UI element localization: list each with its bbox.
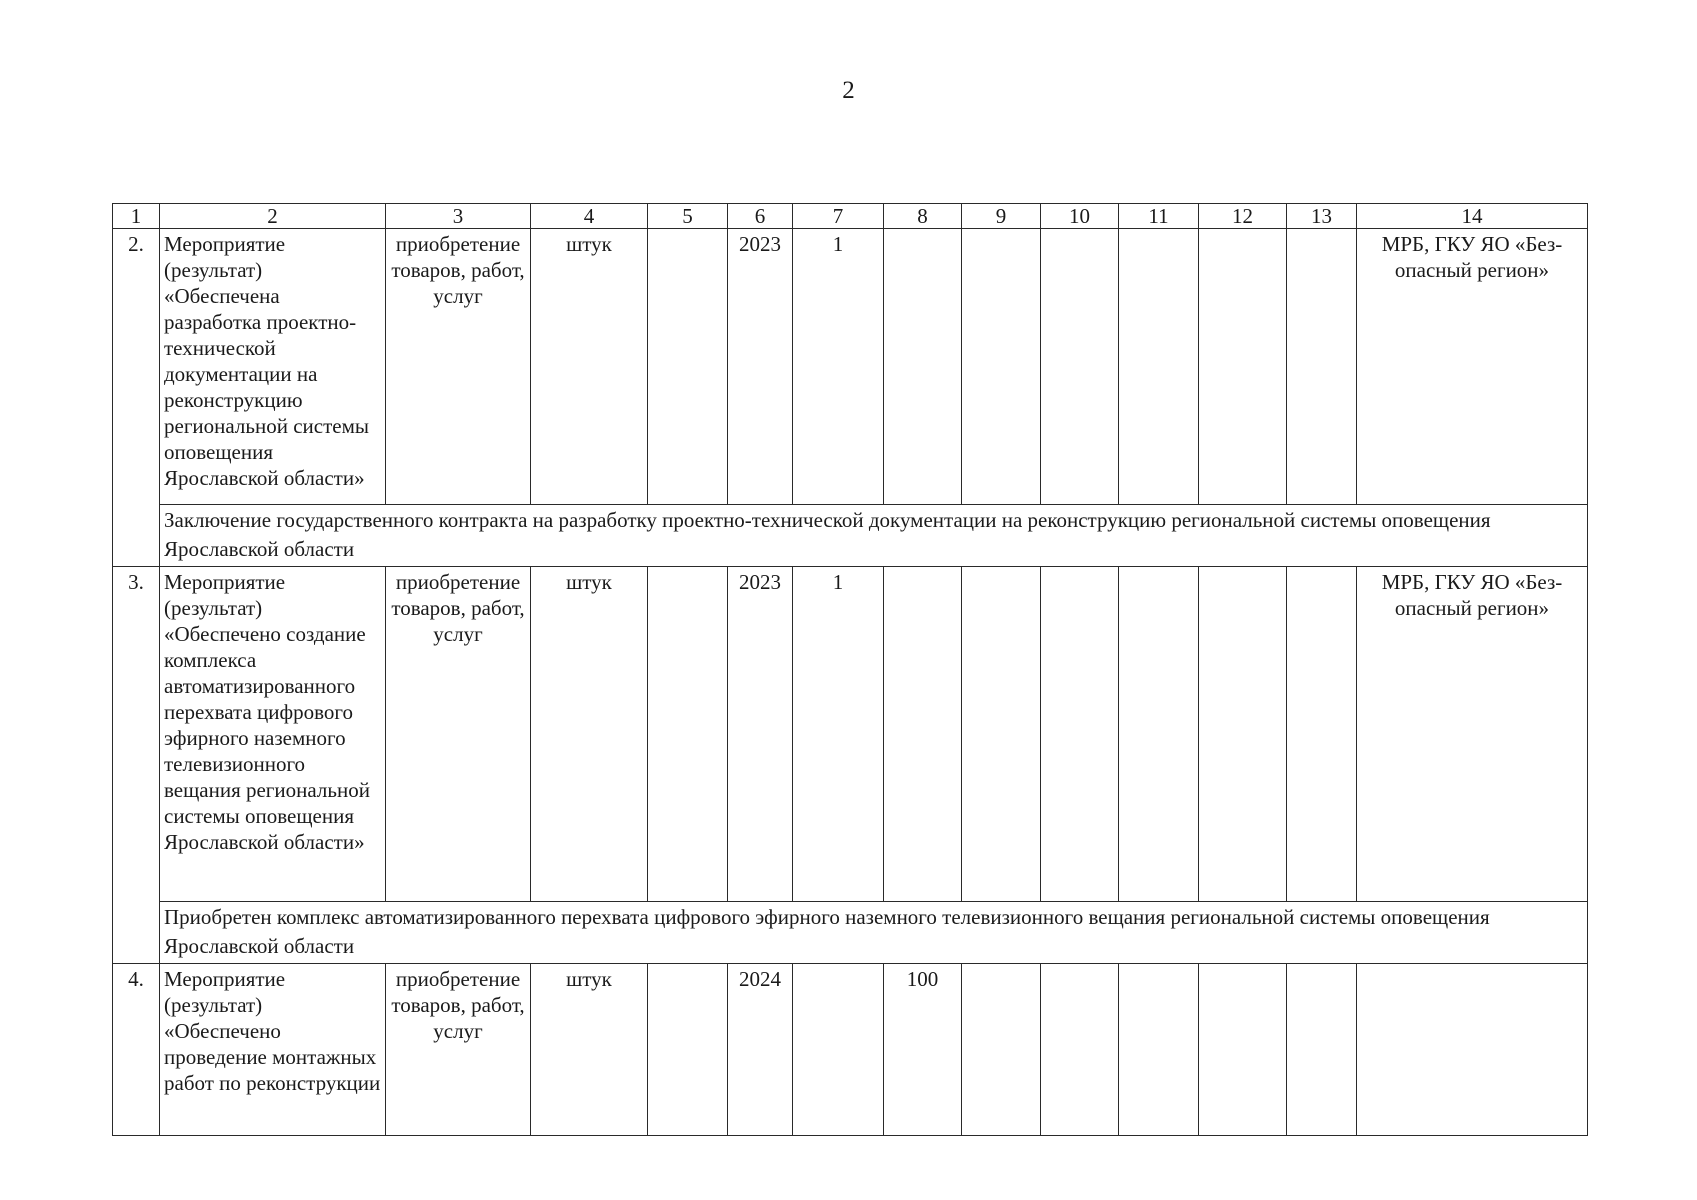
cell-col-5: [648, 963, 728, 1135]
result-note: Приобретен комплекс автоматизированного перехвата цифрового эфирного наземного телевизионного вещания региональной системы оповещения Ярославской области: [160, 901, 1588, 963]
cell-col-12: [1199, 963, 1287, 1135]
table-row-note: [113, 901, 1588, 963]
measure-unit: штук: [531, 566, 648, 901]
cell-col-13: [1287, 566, 1357, 901]
cell-col-8: [884, 566, 962, 901]
measure-name: Мероприятие (результат) «Обеспечена разработка проектно-технической документации на реконструкцию региональной системы оповещения Ярославской области»: [160, 229, 386, 505]
header-cell-14: 14: [1357, 204, 1588, 229]
measure-name: Мероприятие (результат) «Обеспечено создание комплекса автоматизированного перехвата цифрового эфирного наземного телевизионного вещания региональной системы оповещения Ярославской области»: [160, 566, 386, 901]
cell-col-11: [1119, 963, 1199, 1135]
header-cell-6: 6: [728, 204, 793, 229]
cell-col-6: 2024: [728, 963, 793, 1135]
cell-col-8: [884, 229, 962, 505]
responsible-cell: [1357, 963, 1588, 1135]
cell-col-13: [1287, 229, 1357, 505]
cell-col-6: 2023: [728, 566, 793, 901]
cell-col-7: 1: [793, 566, 884, 901]
cell-col-13: [1287, 963, 1357, 1135]
cell-col-5: [648, 229, 728, 505]
header-cell-12: 12: [1199, 204, 1287, 229]
header-cell-4: 4: [531, 204, 648, 229]
measure-type: приобретение товаров, работ, услуг: [386, 963, 531, 1135]
measure-type: приобретение товаров, работ, услуг: [386, 566, 531, 901]
header-cell-2: 2: [160, 204, 386, 229]
header-row: [113, 204, 1588, 229]
cell-col-9: [962, 566, 1041, 901]
measure-unit: штук: [531, 963, 648, 1135]
measure-unit: штук: [531, 229, 648, 505]
header-cell-13: 13: [1287, 204, 1357, 229]
header-cell-1: 1: [113, 204, 160, 229]
table-row: [113, 963, 1588, 1135]
result-note: Заключение государственного контракта на разработку проектно-технической документации на реконструкцию региональной системы оповещения Ярославской области: [160, 505, 1588, 567]
header-cell-7: 7: [793, 204, 884, 229]
cell-col-6: 2023: [728, 229, 793, 505]
page-number: 2: [842, 77, 855, 104]
cell-col-9: [962, 963, 1041, 1135]
header-cell-9: 9: [962, 204, 1041, 229]
header-cell-8: 8: [884, 204, 962, 229]
cell-col-10: [1041, 963, 1119, 1135]
measure-name: Мероприятие (результат) «Обеспечено проведение монтажных работ по реконструкции: [160, 963, 386, 1135]
header-cell-10: 10: [1041, 204, 1119, 229]
cell-col-12: [1199, 229, 1287, 505]
cell-col-11: [1119, 566, 1199, 901]
row-number: 3.: [113, 566, 160, 963]
cell-col-8: 100: [884, 963, 962, 1135]
cell-col-10: [1041, 229, 1119, 505]
table-row-note: [113, 505, 1588, 567]
cell-col-9: [962, 229, 1041, 505]
responsible-cell: МРБ, ГКУ ЯО «Без-опасный регион»: [1357, 566, 1588, 901]
measures-table: [112, 203, 1588, 1136]
cell-col-11: [1119, 229, 1199, 505]
row-number: 4.: [113, 963, 160, 1135]
cell-col-7: 1: [793, 229, 884, 505]
responsible-cell: МРБ, ГКУ ЯО «Без-опасный регион»: [1357, 229, 1588, 505]
header-cell-3: 3: [386, 204, 531, 229]
measure-type: приобретение товаров, работ, услуг: [386, 229, 531, 505]
row-number: 2.: [113, 229, 160, 567]
cell-col-5: [648, 566, 728, 901]
table-row: [113, 229, 1588, 505]
header-cell-11: 11: [1119, 204, 1199, 229]
cell-col-7: [793, 963, 884, 1135]
header-cell-5: 5: [648, 204, 728, 229]
table-row: [113, 566, 1588, 901]
cell-col-10: [1041, 566, 1119, 901]
cell-col-12: [1199, 566, 1287, 901]
